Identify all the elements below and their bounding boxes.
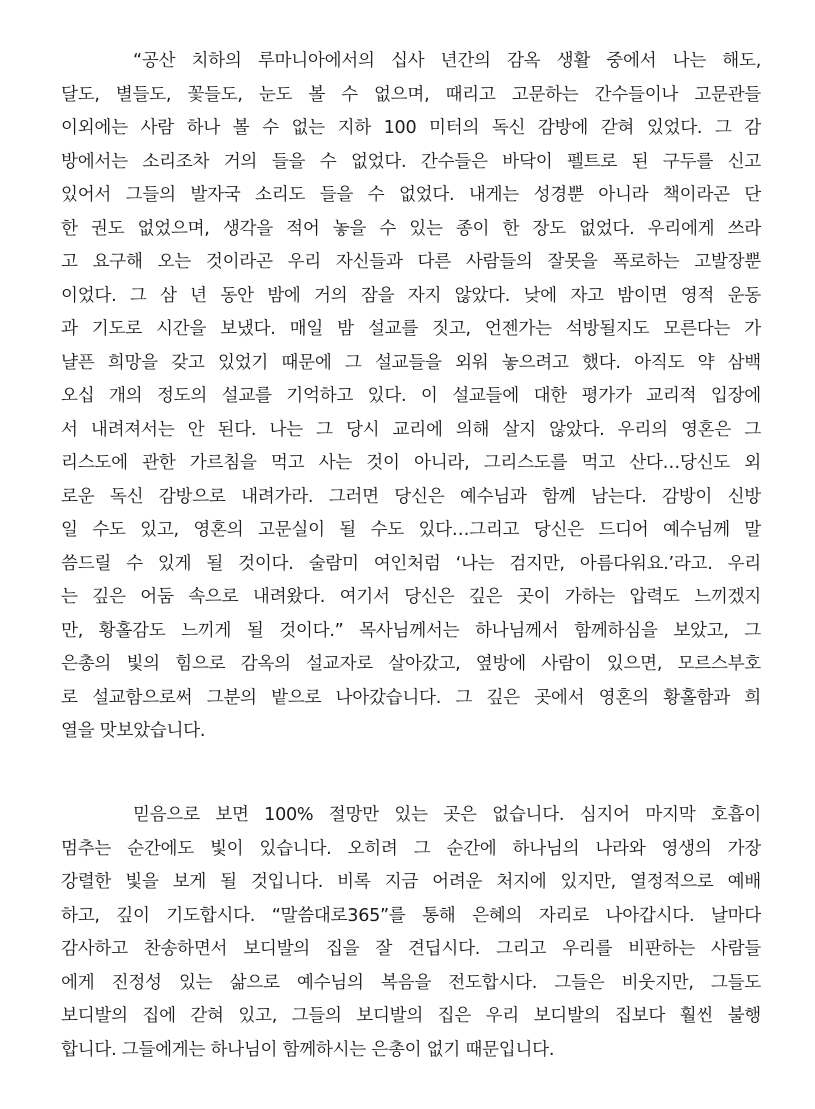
text-line: 은총의 빛의 힘으로 감옥의 설교자로 살아갔고, 옆방에 사람이 있으면, 모르스부호 [61, 654, 761, 674]
text-line: 이외에는 사람 하나 볼 수 없는 지하 100 미터의 독신 감방에 갇혀 있었다. 그 감 [61, 118, 761, 138]
text-line: 열을 맛보았습니다. [61, 721, 206, 741]
text-line: 있어서 그들의 발자국 소리도 들을 수 없었다. 내게는 성경뿐 아니라 책이라곤 단 [61, 185, 761, 205]
text-line: 는 깊은 어둠 속으로 내려왔다. 여기서 당신은 깊은 곳이 가하는 압력도 느끼겠지 [61, 587, 761, 607]
text-line: 보디발의 집에 갇혀 있고, 그들의 보디발의 집은 우리 보디발의 집보다 훨씬 불행 [61, 1006, 761, 1026]
text-line: 냘픈 희망을 갖고 있었기 때문에 그 설교들을 외워 놓으려고 했다. 아직도 약 삼백 [61, 352, 761, 373]
paragraph-exhortation [61, 799, 761, 1067]
text-line: 에게 진정성 있는 삶으로 예수님의 복음을 전도합시다. 그들은 비웃지만, 그들도 [61, 972, 761, 993]
text-line: 방에서는 소리조차 거의 들을 수 없었다. 간수들은 바닥이 펠트로 된 구두를 신고 [61, 151, 761, 172]
text-line: 고 요구해 오는 것이라곤 우리 자신들과 다른 사람들의 잘못을 폭로하는 고발장뿐 [61, 252, 761, 272]
text-line: 만, 황홀감도 느끼게 될 것이다.” 목사님께서는 하나님께서 함께하심을 보았고, 그 [61, 620, 761, 641]
text-line: 과 기도로 시간을 보냈다. 매일 밤 설교를 짓고, 언젠가는 석방될지도 모른다는 가 [61, 319, 761, 339]
text-line: 일 수도 있고, 영혼의 고문실이 될 수도 있다…그리고 당신은 드디어 예수님께 말 [61, 520, 761, 540]
text-line: 한 권도 없었으며, 생각을 적어 놓을 수 있는 종이 한 장도 없었다. 우리에게 쓰라 [61, 218, 761, 239]
text-line: 믿음으로 보면 100% 절망만 있는 곳은 없습니다. 심지어 마지막 호흡이 [133, 805, 761, 825]
text-line: 달도, 별들도, 꽃들도, 눈도 볼 수 없으며, 때리고 고문하는 간수들이나 고문관들 [61, 84, 761, 105]
text-line: 하고, 깊이 기도합시다. “말씀대로365”를 통해 은혜의 자리로 나아갑시다. 날마다 [61, 905, 761, 926]
paragraph-testimony [61, 45, 761, 749]
text-line: 오십 개의 정도의 설교를 기억하고 있다. 이 설교들에 대한 평가가 교리적 입장에 [61, 386, 761, 406]
text-line: “공산 치하의 루마니아에서의 십사 년간의 감옥 생활 중에서 나는 해도, [133, 51, 761, 71]
text-line: 합니다. 그들에게는 하나님이 함께하시는 은총이 없기 때문입니다. [61, 1039, 555, 1060]
text-line: 로운 독신 감방으로 내려가라. 그러면 당신은 예수님과 함께 남는다. 감방이 신방 [61, 486, 761, 507]
text-line: 멈추는 순간에도 빛이 있습니다. 오히려 그 순간에 하나님의 나라와 영생의 가장 [61, 838, 761, 859]
text-line: 씀드릴 수 있게 될 것이다. 술람미 여인처럼 ‘나는 검지만, 아름다워요.’라고. 우리 [61, 553, 761, 574]
text-line: 이었다. 그 삼 년 동안 밤에 거의 잠을 자지 않았다. 낮에 자고 밤이면 영적 운동 [61, 285, 761, 306]
text-line: 로 설교함으로써 그분의 밭으로 나아갔습니다. 그 깊은 곳에서 영혼의 황홀함과 희 [61, 687, 761, 708]
text-line: 서 내려져서는 안 된다. 나는 그 당시 교리에 의해 살지 않았다. 우리의 영혼은 그 [61, 419, 761, 440]
text-line: 감사하고 찬송하면서 보디발의 집을 잘 견딥시다. 그리고 우리를 비판하는 사람들 [61, 939, 761, 959]
text-line: 강렬한 빛을 보게 될 것입니다. 비록 지금 어려운 처지에 있지만, 열정적으로 예배 [61, 872, 761, 892]
text-line: 리스도에 관한 가르침을 먹고 사는 것이 아니라, 그리스도를 먹고 산다…당신도 외 [61, 453, 761, 473]
